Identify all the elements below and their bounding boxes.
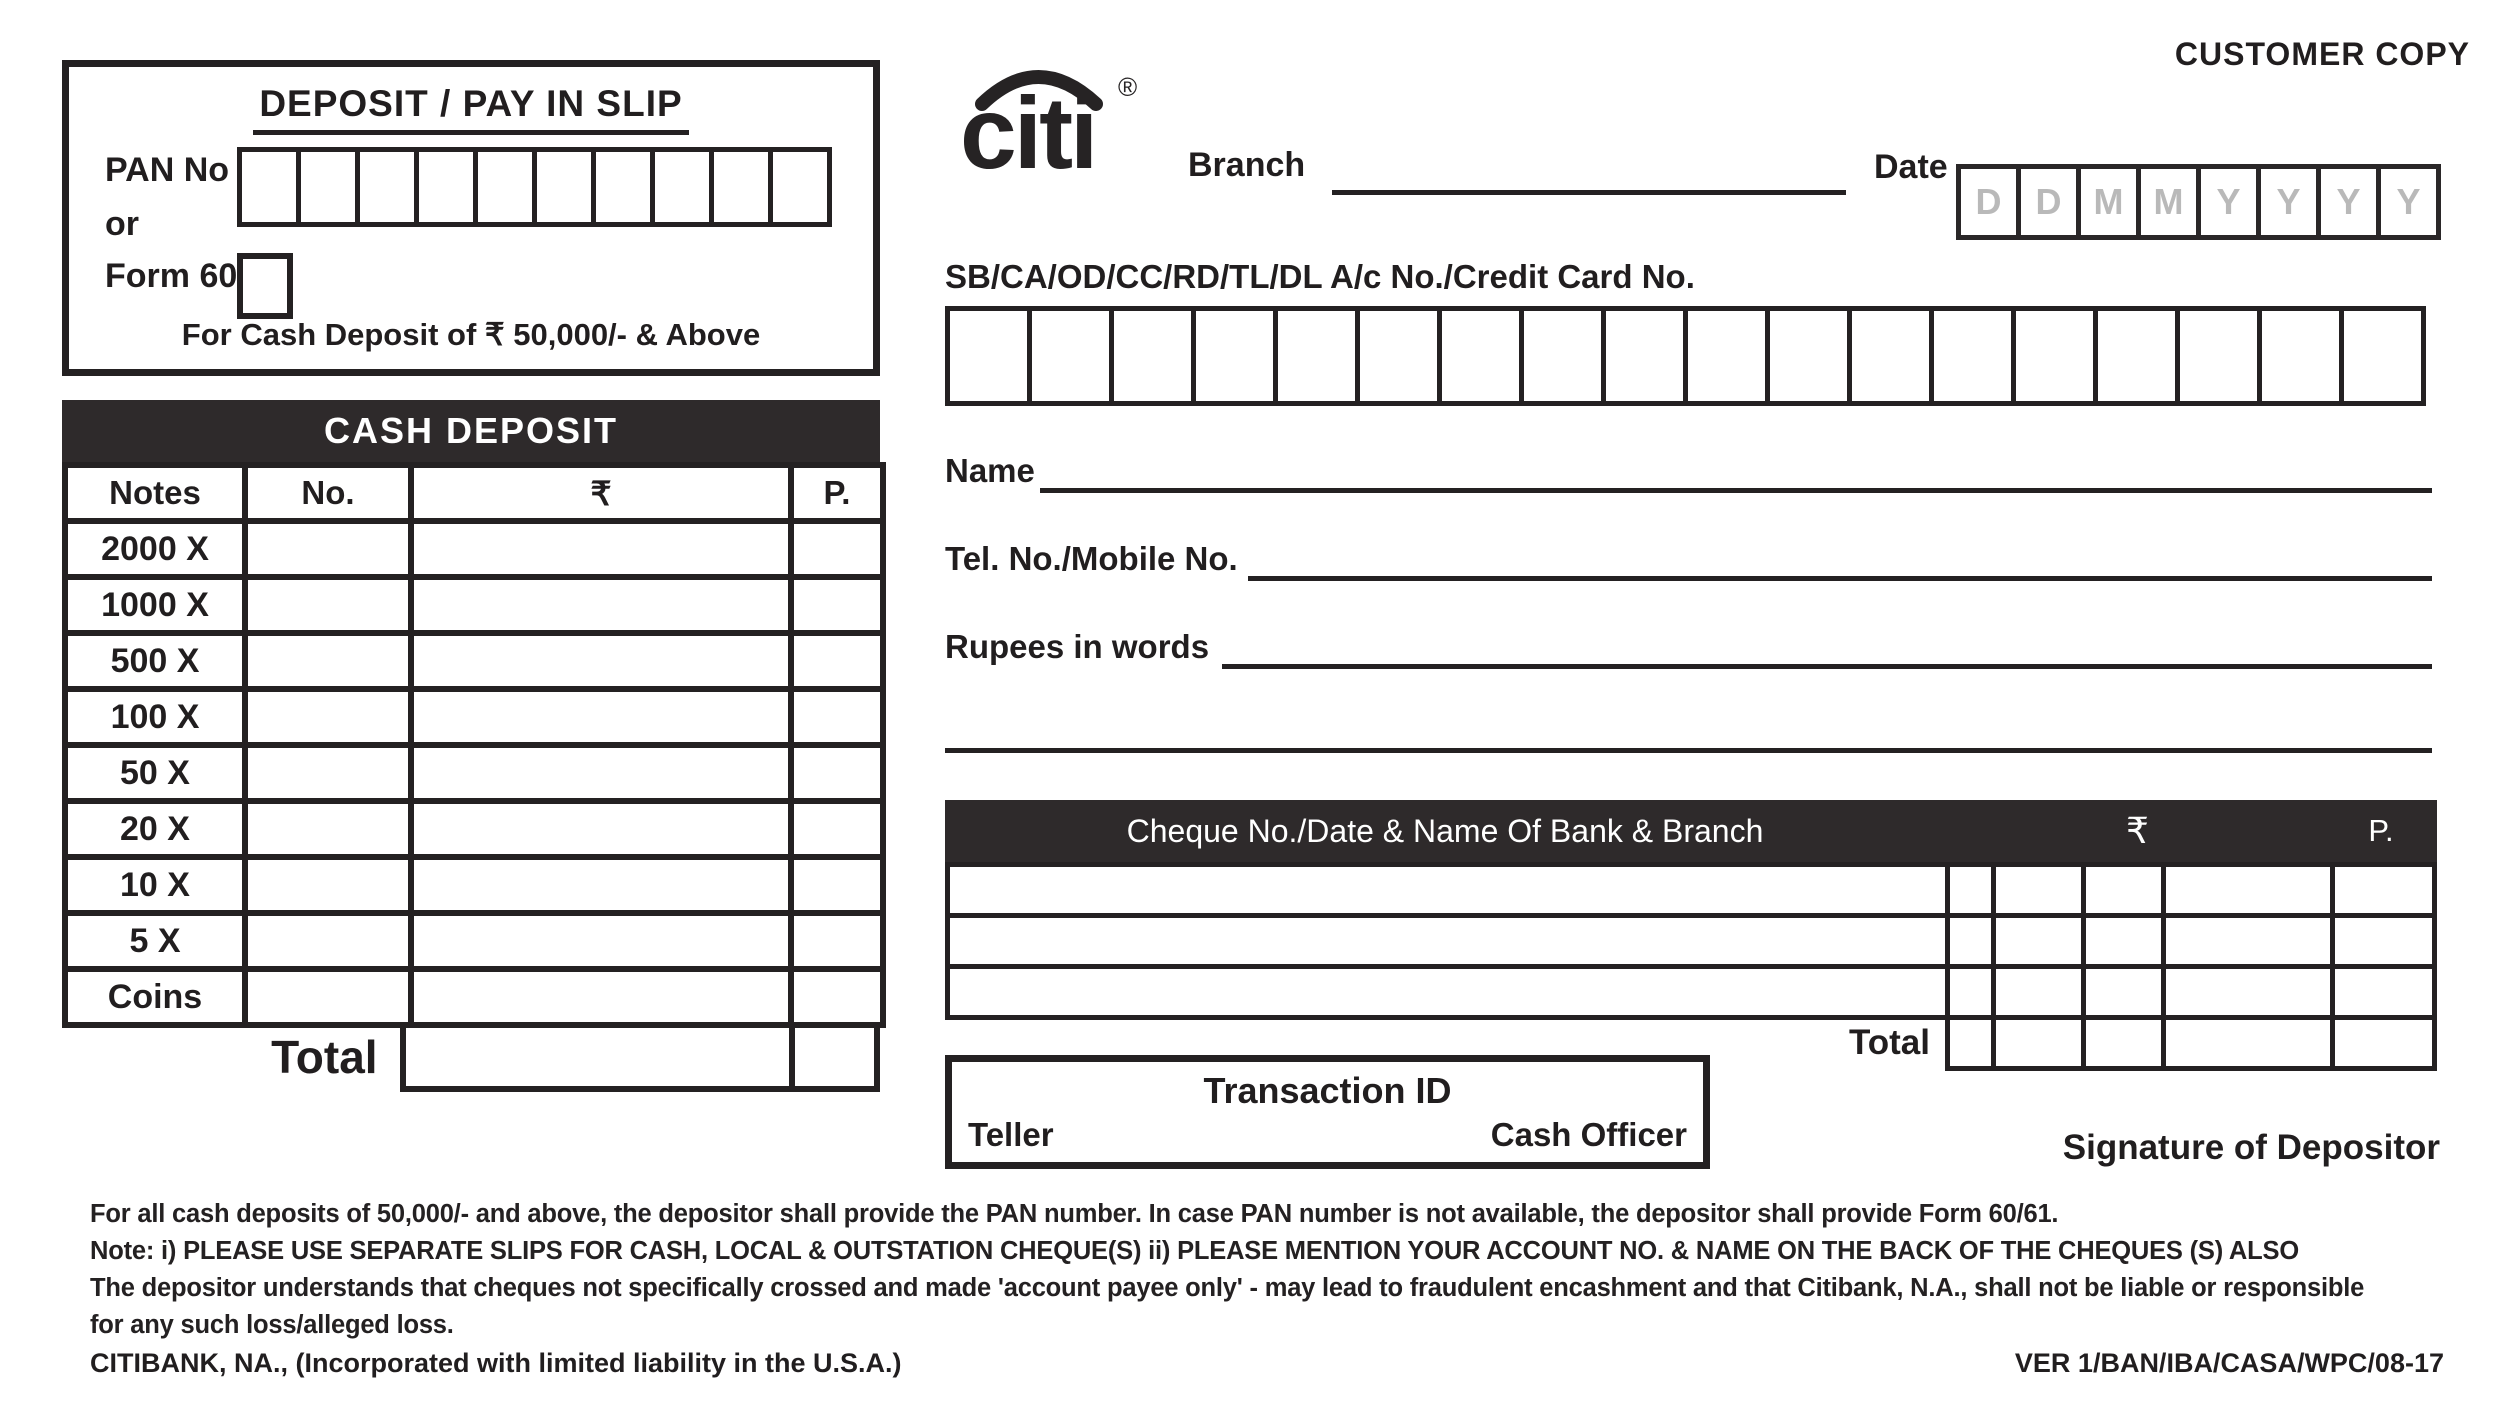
cash-denomination-row (65, 857, 883, 913)
account-char-box[interactable] (1191, 306, 1278, 406)
pan-char-box[interactable] (532, 147, 596, 227)
cash-paise-cell[interactable] (791, 689, 883, 745)
pan-char-box[interactable] (709, 147, 773, 227)
date-char-box[interactable]: Y (2316, 164, 2381, 240)
cheque-total-amount-cell[interactable] (1945, 1015, 1996, 1071)
account-char-box[interactable] (2339, 306, 2426, 406)
account-char-box[interactable] (1273, 306, 1360, 406)
cash-total-row (62, 1022, 880, 1092)
citibank-incorporation-line: CITIBANK, NA., (Incorporated with limited liability in the U.S.A.) (90, 1348, 902, 1378)
cash-deposit-table (62, 400, 880, 1092)
date-label: Date (1874, 148, 1948, 186)
citi-logo (960, 64, 1145, 191)
account-char-box[interactable] (1601, 306, 1688, 406)
cash-denomination-row (65, 969, 883, 1025)
cash-paise-cell[interactable] (791, 745, 883, 801)
cash-count-cell[interactable] (245, 857, 411, 913)
cash-paise-cell[interactable] (791, 969, 883, 1025)
account-char-box[interactable] (1355, 306, 1442, 406)
account-boxes (945, 306, 2426, 406)
pan-label: PAN No (105, 151, 230, 189)
cheque-amount-cell[interactable] (1945, 913, 1996, 969)
denomination-label: Coins (65, 969, 245, 1025)
cheque-amount-cell[interactable] (2081, 964, 2166, 1020)
form60-label: Form 60 (105, 257, 238, 295)
account-char-box[interactable] (1109, 306, 1196, 406)
cash-paise-cell[interactable] (791, 521, 883, 577)
denomination-label: 10 X (65, 857, 245, 913)
cash-denomination-row (65, 801, 883, 857)
cash-deposit-title: CASH DEPOSIT (62, 400, 880, 462)
denomination-label: 5 X (65, 913, 245, 969)
cheque-amount-cell[interactable] (2081, 913, 2166, 969)
rupees-input-line-2[interactable] (945, 748, 2432, 753)
cheque-desc-cell[interactable] (945, 913, 1950, 969)
cash-rupee-cell[interactable] (411, 969, 791, 1025)
cheque-table (945, 800, 2437, 1071)
cash-rupee-cell[interactable] (411, 521, 791, 577)
account-char-box[interactable] (1765, 306, 1852, 406)
denomination-label: 500 X (65, 633, 245, 689)
cash-count-cell[interactable] (245, 577, 411, 633)
teller-label: Teller (968, 1116, 1054, 1153)
cheque-paise-cell[interactable] (2330, 964, 2437, 1020)
cash-total-label: Total (271, 1031, 378, 1083)
cheque-table-header (945, 800, 2437, 862)
cash-count-cell[interactable] (245, 633, 411, 689)
cash-count-cell[interactable] (245, 801, 411, 857)
cash-rupee-cell[interactable] (411, 633, 791, 689)
date-char-box[interactable]: Y (2256, 164, 2321, 240)
col-header-no: No. (245, 465, 411, 521)
cash-rupee-cell[interactable] (411, 801, 791, 857)
svg-text:citi: citi (960, 76, 1096, 186)
cash-rupee-cell[interactable] (411, 689, 791, 745)
cheque-row (945, 964, 2437, 1020)
cash-paise-cell[interactable] (791, 577, 883, 633)
name-input-line[interactable] (1040, 488, 2432, 493)
cheque-amount-cell[interactable] (2161, 913, 2335, 969)
cheque-total-amount-cell[interactable] (1991, 1015, 2086, 1071)
pan-char-box[interactable] (414, 147, 478, 227)
cheque-amount-cell[interactable] (1945, 862, 1996, 918)
pan-char-box[interactable] (650, 147, 714, 227)
cash-denomination-row (65, 633, 883, 689)
date-boxes (1956, 164, 2441, 240)
col-header-rupee: ₹ (411, 465, 791, 521)
date-char-box[interactable]: Y (2376, 164, 2441, 240)
denomination-label: 20 X (65, 801, 245, 857)
transaction-id-box (945, 1055, 1710, 1169)
cheque-amount-cell[interactable] (1991, 862, 2086, 918)
cheque-amount-cell[interactable] (2161, 862, 2335, 918)
col-header-paise: P. (791, 465, 883, 521)
cash-paise-cell[interactable] (791, 913, 883, 969)
denomination-label: 1000 X (65, 577, 245, 633)
pan-char-box[interactable] (296, 147, 360, 227)
cash-rows (65, 521, 883, 1025)
cash-rupee-cell[interactable] (411, 577, 791, 633)
cash-rupee-cell[interactable] (411, 745, 791, 801)
cheque-total-paise-cell[interactable] (2330, 1015, 2437, 1071)
form-version: VER 1/BAN/IBA/CASA/WPC/08-17 (2014, 1348, 2444, 1378)
date-char-box[interactable]: M (2136, 164, 2201, 240)
cash-denomination-row (65, 521, 883, 577)
transaction-id-label: Transaction ID (1203, 1070, 1452, 1111)
cash-total-rupee-cell[interactable] (400, 1022, 795, 1092)
footer-line-3: The depositor understands that cheques not specifically crossed and made 'account payee only' - may lead to fraudulent encashment and that Citibank, N.A., shall not be liable or responsible (90, 1274, 2365, 1302)
branch-label: Branch (1188, 146, 1306, 184)
pan-boxes (237, 147, 832, 227)
signature-of-depositor-label: Signature of Depositor (2062, 1128, 2440, 1167)
registered-mark: ® (1118, 72, 1138, 102)
cash-count-cell[interactable] (245, 521, 411, 577)
cash-count-cell[interactable] (245, 745, 411, 801)
pan-char-box[interactable] (473, 147, 537, 227)
tel-label: Tel. No./Mobile No. (945, 540, 1238, 577)
cheque-total-amount-cell[interactable] (2081, 1015, 2166, 1071)
cheque-paise-cell[interactable] (2330, 913, 2437, 969)
cheque-total-label: Total (1848, 1023, 1930, 1062)
cheque-amount-cell[interactable] (2161, 964, 2335, 1020)
cheque-total-amount-cell[interactable] (2161, 1015, 2335, 1071)
cash-header-row (65, 465, 883, 521)
pan-char-box[interactable] (355, 147, 419, 227)
cash-count-cell[interactable] (245, 913, 411, 969)
cash-deposit-note: For Cash Deposit of ₹ 50,000/- & Above (181, 317, 761, 352)
pan-char-box[interactable] (591, 147, 655, 227)
account-char-box[interactable] (1683, 306, 1770, 406)
cash-paise-cell[interactable] (791, 633, 883, 689)
footer-line-2: Note: i) PLEASE USE SEPARATE SLIPS FOR CASH, LOCAL & OUTSTATION CHEQUE(S) ii) PLEASE MENTION YOUR ACCOUNT NO. & NAME ON THE BACK OF THE CHEQUES (S) ALSO (90, 1237, 2299, 1265)
cash-paise-cell[interactable] (791, 801, 883, 857)
rupees-input-line[interactable] (1222, 664, 2432, 669)
rupees-in-words-label: Rupees in words (945, 628, 1210, 665)
cheque-amount-cell[interactable] (1991, 964, 2086, 1020)
cheque-amount-cell[interactable] (2081, 862, 2166, 918)
cheque-amount-cell[interactable] (1945, 964, 1996, 1020)
cheque-header-desc: Cheque No./Date & Name Of Bank & Branch (1126, 812, 1764, 849)
cash-denomination-row (65, 577, 883, 633)
account-char-box[interactable] (1929, 306, 2016, 406)
cash-count-cell[interactable] (245, 689, 411, 745)
branch-input-line[interactable] (1332, 138, 1846, 195)
pan-char-box[interactable] (237, 147, 301, 227)
date-char-box[interactable]: D (2016, 164, 2081, 240)
cheque-row (945, 862, 2437, 918)
footer-line-4: for any such loss/alleged loss. (90, 1311, 454, 1339)
col-header-notes: Notes (65, 465, 245, 521)
cheque-paise-cell[interactable] (2330, 862, 2437, 918)
tel-input-line[interactable] (1248, 576, 2432, 581)
account-char-box[interactable] (2011, 306, 2098, 406)
cheque-row (945, 913, 2437, 969)
cash-rupee-cell[interactable] (411, 913, 791, 969)
cash-paise-cell[interactable] (791, 857, 883, 913)
account-char-box[interactable] (2093, 306, 2180, 406)
footer-line-1: For all cash deposits of 50,000/- and above, the depositor shall provide the PAN number. In case PAN number is not available, the depositor shall provide Form 60/61. (90, 1200, 2059, 1228)
account-number-label: SB/CA/OD/CC/RD/TL/DL A/c No./Credit Card No. (945, 258, 1695, 295)
cash-denomination-row (65, 913, 883, 969)
or-label: or (105, 205, 139, 243)
account-char-box[interactable] (1519, 306, 1606, 406)
citi-logo-svg (960, 64, 1145, 186)
pan-char-box[interactable] (768, 147, 832, 227)
cheque-header-paise: P. (2368, 813, 2394, 848)
cheque-amount-cell[interactable] (1991, 913, 2086, 969)
form60-checkbox[interactable] (237, 253, 293, 319)
cash-denomination-row (65, 745, 883, 801)
cheque-header-rupee: ₹ (2126, 810, 2149, 851)
account-char-box[interactable] (945, 306, 1032, 406)
cash-rupee-cell[interactable] (411, 857, 791, 913)
footer-notes (90, 1196, 2496, 1344)
customer-copy-label: CUSTOMER COPY (2174, 36, 2470, 72)
name-label: Name (945, 452, 1035, 489)
account-char-box[interactable] (1847, 306, 1934, 406)
account-char-box[interactable] (1027, 306, 1114, 406)
cash-total-paise-cell[interactable] (789, 1022, 880, 1092)
date-char-box[interactable]: M (2076, 164, 2141, 240)
cash-count-cell[interactable] (245, 969, 411, 1025)
cash-denomination-row (65, 689, 883, 745)
date-char-box[interactable]: Y (2196, 164, 2261, 240)
cash-officer-label: Cash Officer (1490, 1116, 1687, 1153)
denomination-label: 2000 X (65, 521, 245, 577)
account-char-box[interactable] (2257, 306, 2344, 406)
date-char-box[interactable]: D (1956, 164, 2021, 240)
account-char-box[interactable] (1437, 306, 1524, 406)
cheque-rows (945, 862, 2437, 1020)
denomination-label: 50 X (65, 745, 245, 801)
pan-slip-box (62, 60, 880, 376)
account-char-box[interactable] (2175, 306, 2262, 406)
cheque-desc-cell[interactable] (945, 964, 1950, 1020)
denomination-label: 100 X (65, 689, 245, 745)
slip-title: DEPOSIT / PAY IN SLIP (69, 83, 873, 125)
cheque-desc-cell[interactable] (945, 862, 1950, 918)
